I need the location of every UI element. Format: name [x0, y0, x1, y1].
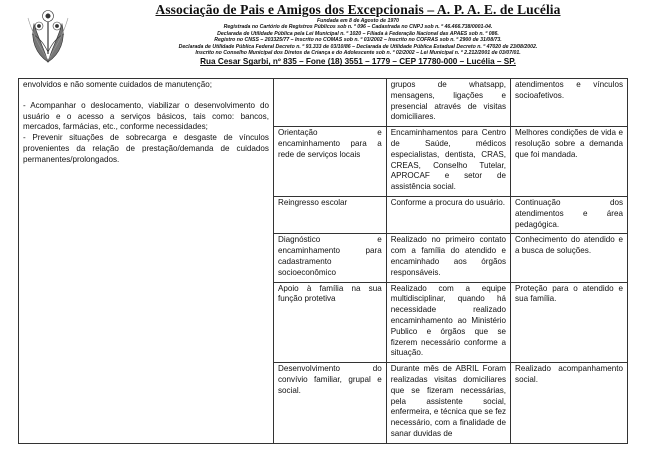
apae-logo-icon — [22, 4, 74, 66]
objective-text: - Acompanhar o deslocamento, viabilizar o desenvolvimento do usuário e o acesso a serviços básicos, tais como: bancos, mercados, farmácias, etc., conforme necessidades; — [23, 100, 269, 132]
result-cell: Continuação dos atendimentos e área pedagógica. — [511, 196, 628, 233]
description-cell: Realizado no primeiro contato com a família do atendido e encaminhado aos órgãos responsáveis. — [386, 234, 510, 282]
activity-cell — [273, 79, 386, 127]
description-cell: Realizado com a equipe multidisciplinar, quando há necessidade realizado encaminhamento ao Ministério Publico e órgãos que se fizerem necessário conforme a situação. — [386, 282, 510, 363]
activity-cell: Apoio à família na sua função protetiva — [273, 282, 386, 363]
registry-line: Declarada de Utilidade Pública Federal Decreto n. º 93.333 de 03/10/86 – Declarada de Utilidade Pública Estadual Decreto n. º 47020 de 23/08/2002. — [178, 43, 538, 50]
activities-table — [18, 78, 628, 444]
description-cell: Encaminhamentos para Centro de Saúde, médicos especialistas, dentista, CRAS, CREAS, Conselho Tutelar, APROCAF e setor de assistência social. — [386, 127, 510, 197]
description-cell: Conforme a procura do usuário. — [386, 196, 510, 233]
registry-line: Inscrito no Conselho Municipal dos Diretos da Criança e do Adolescente sob n. º 02/2002 – Lei Municipal n. º 2.212/2001 de 03/07/01. — [195, 50, 521, 57]
activity-cell: Reingresso escolar — [273, 196, 386, 233]
registry-line: Registrada no Cartório de Registros Públicos sob n. º 096 – Cadastrada no CNPJ sob n. º 46.466.738/0001-04. — [223, 24, 493, 31]
activity-cell: Diagnóstico e encaminhamento para cadastramento socioeconômico — [273, 234, 386, 282]
description-cell: Durante mês de ABRIL Foram realizadas visitas domiciliares que se fizeram necessárias, pela assistente social, enfermeira, e técnica que se fez necessário, com a finalidade de sanar duvidas de — [386, 363, 510, 444]
result-cell: Realizado acompanhamento social. — [511, 363, 628, 444]
institution-address: Rua Cesar Sgarbi, nº 835 – Fone (18) 3551 – 1779 – CEP 17780-000 – Lucélia – SP. — [200, 57, 516, 67]
institution-title: Associação de Pais e Amigos dos Excepcionais – A. P. A. E. de Lucélia — [155, 2, 561, 17]
result-cell: Conhecimento do atendido e a busca de soluções. — [511, 234, 628, 282]
result-cell: atendimentos e vínculos socioafetivos. — [511, 79, 628, 127]
objective-text: - Prevenir situações de sobrecarga e desgaste de vínculos provenientes da relação de prestação/demanda de cuidados permanentes/prolongados. — [23, 133, 269, 164]
registry-line: Declarada de Utilidade Pública pela Lei Municipal n. º 1020 – Filiada à Federação Nacional das APAES sob n. º 086. — [217, 30, 499, 37]
letterhead — [90, 2, 626, 67]
result-cell: Proteção para o atendido e sua família. — [511, 282, 628, 363]
activity-cell: Orientação e encaminhamento para a rede de serviços locais — [273, 127, 386, 197]
description-cell: grupos de whatsapp, mensagens, ligações e presencial através de visitas domiciliares. — [386, 79, 510, 127]
registry-line: Fundada em 8 de Agosto de 1970 — [317, 18, 399, 24]
registry-line: Registro no CNSS – 203325/77 – Inscrito no COMAS sob n. º 03/2002 – Inscrito no COFRAS sob n. º 2900 de 31/08/73. — [214, 37, 502, 44]
objectives-cell — [19, 79, 274, 444]
objective-text: envolvidos e não somente cuidados de manutenção; — [23, 80, 212, 89]
activity-cell: Desenvolvimento do convívio familiar, grupal e social. — [273, 363, 386, 444]
table-row — [19, 79, 628, 127]
result-cell: Melhores condições de vida e resolução sobre a demanda que foi mandada. — [511, 127, 628, 197]
